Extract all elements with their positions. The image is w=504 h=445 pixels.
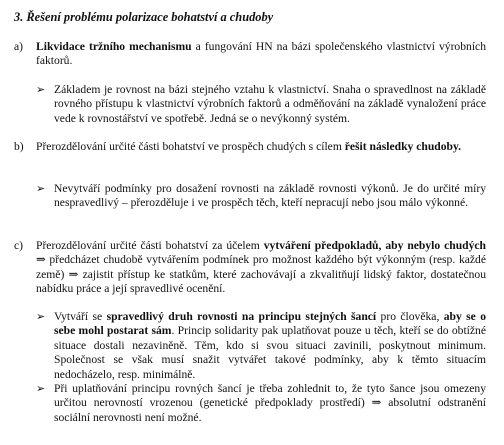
item-c-bold: vytváření předpokladů, aby nebylo chudých xyxy=(263,239,486,252)
item-c-bullet-1-bold2: aby se o sebe mohl postarat sám xyxy=(54,310,486,338)
item-c-part3: ⇒ předcházet chudobě vytvářením podmínek pro možnost každého být výkonným (resp. každé země) ⇒ zajistit přístup ke statkům, které zachovávají a zkvalitňují lidský faktor, dostatečnou nabídku práce a její spravedlivé ocenění. xyxy=(36,253,486,296)
item-c-bullet-1-pre: Vytváří se xyxy=(54,310,107,323)
item-a-rest: a fungování HN na bázi společenského vlastnictví výrobních faktorů. xyxy=(36,40,486,68)
item-c-bullet-1-mid: pro člověka, xyxy=(376,310,444,323)
item-c-bullet-1-text xyxy=(54,310,486,382)
item-c-bullet-2-text: Při uplatňování principu rovných šancí je třeba zohlednit to, že tyto šance jsou omezeny určitou nerovností vrozenou (genetické předpoklady prostředí) ⇒ absolutní odstranění sociální nerovnosti není možné. xyxy=(54,382,486,424)
item-b-bullet xyxy=(36,182,486,211)
item-a-text xyxy=(36,40,486,69)
item-c-text xyxy=(36,239,486,297)
item-c-bullet-1-bold: spravedlivý druh rovnosti na principu stejných šancí xyxy=(106,310,377,323)
item-b-rest: Přerozdělování určité části bohatství ve prospěch chudých s cílem xyxy=(36,140,345,153)
item-b-label: b) xyxy=(14,140,24,153)
item-b xyxy=(14,140,486,154)
item-b-bullet-text: Nevytváří podmínky pro dosažení rovnosti na základě rovnosti výkonů. Je do určité míry nespravedlivý – přerozděluje i ve prospěch těch, kteří nepracují nebo jsou málo výkonné. xyxy=(54,182,486,210)
arrow-bullet-icon: ➢ xyxy=(36,311,46,323)
item-c-bullet-1-post: . Princip solidarity pak uplatňovat pouze u těch, kteří se do obtížné situace dostali nezaviněně. Těm, kdo si svou situaci zavinili, poskytnout minimum. Společnost se však musí snažit vytvářet takové podmínky, aby k těmto situacím nedocházelo, resp. minimálně. xyxy=(54,324,486,381)
item-a-label: a) xyxy=(14,40,24,53)
item-a-bold: Likvidace tržního mechanismu xyxy=(36,40,192,53)
item-b-bold: řešit následky chudoby. xyxy=(344,140,462,153)
item-c-label: c) xyxy=(14,239,24,252)
item-c-part1: Přerozdělování určité části bohatství za účelem xyxy=(36,239,264,252)
arrow-bullet-icon: ➢ xyxy=(36,84,46,96)
item-a-bullet-text: Základem je rovnost na bázi stejného vztahu k vlastnictví. Snaha o spravedlnost na základě rovného přístupu k vlastnictví výrobních faktorů a odměňování na základě vynaložení práce vede k rovnostářství ve spotřebě. Jedná se o nevýkonný systém. xyxy=(54,83,486,125)
arrow-bullet-icon: ➢ xyxy=(36,183,46,195)
item-c-bullet-1 xyxy=(36,310,486,382)
arrow-bullet-icon: ➢ xyxy=(36,383,46,395)
item-c xyxy=(14,239,486,297)
item-a-bullet xyxy=(36,83,486,126)
item-a xyxy=(14,40,486,69)
section-heading: 3. Řešení problému polarizace bohatství a chudoby xyxy=(14,10,274,24)
item-b-text xyxy=(36,140,486,154)
item-c-bullet-2 xyxy=(36,382,486,425)
